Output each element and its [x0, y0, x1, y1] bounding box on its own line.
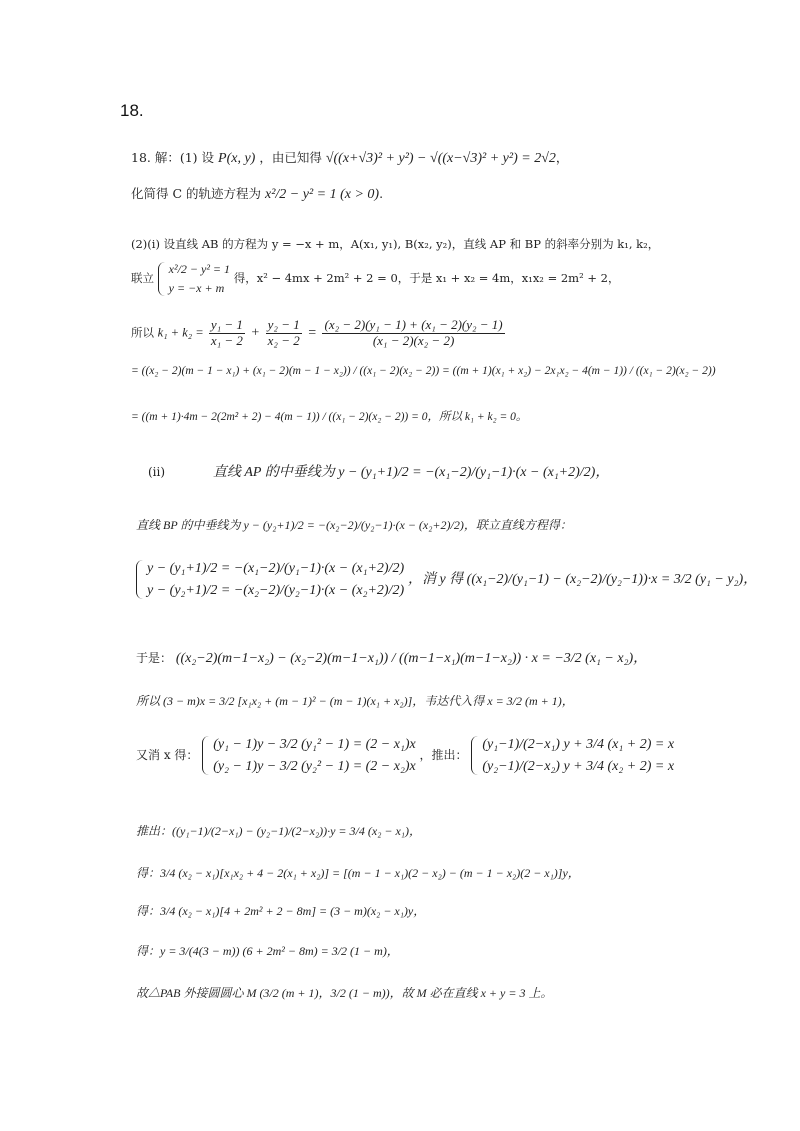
conclusion-line: 故△PAB 外接圆圆心 M (3/2 (m + 1)，3/2 (1 − m))，故 M 必在直线 x + y = 3 上。 [136, 986, 553, 1000]
deduce-brace [471, 736, 674, 775]
system-line [131, 262, 619, 296]
x-system-row-1: (y₁ − 1)y − 3/2 (y₁² − 1) = (2 − x₁)x [213, 737, 416, 752]
system-brace [158, 262, 230, 296]
part1-label: 18. 解：(1) 设 [131, 150, 215, 165]
bp-bisector: 直线 BP 的中垂线为 y − (y₂+1)/2 = −(x₂−2)/(y₂−1)·(x − (x₂+2)/2)，联立直线方程得： [136, 518, 572, 532]
so-prefix: 于是： [136, 651, 173, 665]
locus-equation: x²/2 − y² = 1 (x > 0) [265, 187, 380, 202]
ii-label: (ii) [148, 465, 166, 479]
deduce-row-1: (y₁−1)/(2−x₁) y + 3/4 (x₁ + 2) = x [482, 737, 675, 752]
bisector-row-2: y − (y₂+1)/2 = −(x₂−2)/(y₂−1)·(x − (x₂+2)/2) [147, 582, 405, 598]
step1-line: = ((x₂ − 2)(m − 1 − x₁) + (x₁ − 2)(m − 1 − x₂)) / ((x₁ − 2)(x₂ − 2)) = ((m + 1)(x₁ + x₂) − 2x₁x₂ − 4(m − 1)) / ((x₁ − 2)(x₂ − 2)) [131, 365, 716, 377]
therefore-line: 所以 (3 − m)x = 3/2 [x₁x₂ + (m − 1)² − (m − 1)(x₁ + x₂)]，韦达代入得 x = 3/2 (m + 1)， [136, 694, 574, 708]
point-p: P(x, y) [218, 151, 256, 166]
x-system-brace [202, 736, 415, 775]
system-label: 联立 [131, 271, 154, 285]
so-equation: ((x₂−2)(m−1−x₂) − (x₂−2)(m−1−x₁)) / ((m−1−x₁)(m−1−x₂)) · x = −3/2 (x₁ − x₂)， [175, 651, 648, 666]
part1-line: 18. 解：(1) 设 P(x, y) ，由已知得 √((x+√3)² + y²) − √((x−√3)² + y²) = 2√2， [131, 150, 569, 166]
get1-line: 得：3/4 (x₂ − x₁)[x₁x₂ + 4 − 2(x₁ + x₂)] = [(m − 1 − x₁)(2 − x₂) − (m − 1 − x₂)(2 − x₁)]y， [136, 866, 580, 880]
system-row-1: x²/2 − y² = 1 [168, 262, 231, 276]
get3-line: 得：y = 3/(4(3 − m)) (6 + 2m² − 8m) = 3/2 (1 − m)， [136, 944, 399, 958]
bisector-brace [136, 560, 404, 599]
get2-line: 得：3/4 (x₂ − x₁)[4 + 2m² + 2 − 8m] = (3 − m)(x₂ − x₁)y， [136, 904, 426, 918]
eliminate-y: ，消 y 得 ((x₁−2)/(y₁−1) − (x₂−2)/(y₂−1))·x = 3/2 (y₁ − y₂)， [407, 572, 758, 587]
distance-equation: √((x+√3)² + y²) − √((x−√3)² + y²) = 2√2 [325, 151, 556, 166]
deduce2-line: 推出：((y₁−1)/(2−x₁) − (y₂−1)/(2−x₂))·y = 3/4 (x₂ − x₁)， [136, 824, 421, 838]
system-tail: 得，x² − 4mx + 2m² + 2 = 0，于是 x₁ + x₂ = 4m，x₁x₂ = 2m² + 2， [233, 271, 620, 285]
part2-intro: (2)(i) 设直线 AB 的方程为 y = −x + m，A(x₁, y₁), B(x₂, y₂)，直线 AP 和 BP 的斜率分别为 k₁, k₂， [131, 237, 660, 251]
step2-line: = ((m + 1)·4m − 2(2m² + 2) − 4(m − 1)) / ((x₁ − 2)(x₂ − 2)) = 0，所以 k₁ + k₂ = 0。 [131, 411, 528, 423]
ap-bisector: 直线 AP 的中垂线为 y − (y₁+1)/2 = −(x₁−2)/(y₁−1)·(x − (x₁+2)/2)， [212, 465, 610, 480]
locus-prefix: 化简得 C 的轨迹方程为 [131, 186, 262, 201]
deduce-row-2: (y₂−1)/(2−x₂) y + 3/4 (x₂ + 2) = x [482, 758, 675, 774]
given-text: ，由已知得 [259, 150, 322, 165]
ii-line [148, 464, 609, 482]
system-row-2: y = −x + m [168, 281, 225, 295]
frac-k2: $\frac{\text{y₂ − 1}}{\text{x₂ − 2}}$ [267, 317, 300, 348]
locus-line: 化简得 C 的轨迹方程为 x²/2 − y² = 1 (x > 0). [131, 186, 384, 202]
frac-combined: $\frac{\text{(x₂ − 2)(y₁ − 1) + (x₁ − 2)(y₂ − 1)}}{\text{(x₁ − 2)(x₂ − 2)}}$ [324, 317, 503, 348]
slope-sum-line: 所以 k₁ + k₂ = $\frac{\text{y₁ − 1}}{\text{x₁ − 2}}$ + $\frac{\text{y₂ − 1}}{\text{x₂ − 2}}$ = $\frac{\text{(x₂ − 2)(y₁ − 1) + (x₁ − 2)(y₂ − 1)}}{\text{(x₁ − 2)(x₂ − 2)}}$ [131, 317, 503, 348]
x-system-row-2: (y₂ − 1)y − 3/2 (y₂² − 1) = (2 − x₂)x [213, 758, 416, 774]
eliminate-x-label: 又消 x 得： [136, 748, 199, 762]
bisector-system-line [136, 560, 757, 599]
slope-sum-prefix: 所以 [131, 325, 154, 340]
eliminate-x-line [136, 736, 674, 775]
so-line [136, 650, 647, 668]
frac-k1: $\frac{\text{y₁ − 1}}{\text{x₁ − 2}}$ [210, 317, 243, 348]
deduce-label: ，推出： [419, 748, 468, 762]
bisector-row-1: y − (y₁+1)/2 = −(x₁−2)/(y₁−1)·(x − (x₁+2)/2) [147, 561, 405, 576]
question-number: 18. [120, 101, 144, 120]
